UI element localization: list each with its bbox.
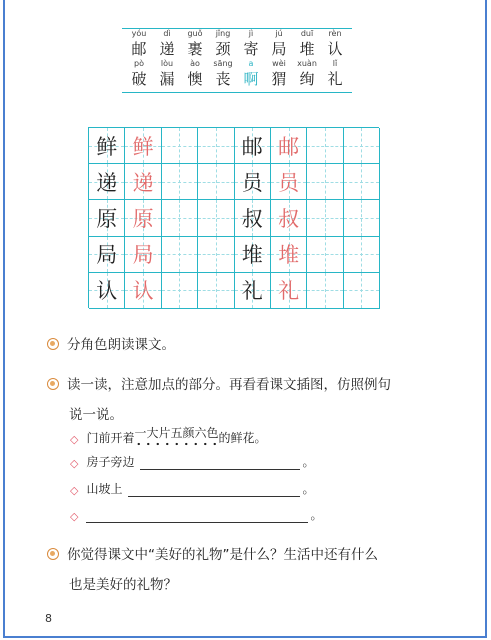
exercise-1 [47, 333, 175, 353]
grid-cell [271, 128, 307, 164]
grid-cell [344, 128, 380, 164]
vocab-word [128, 59, 150, 89]
example-suffix: 的鲜花。 [218, 431, 267, 445]
exercise-2 [47, 373, 391, 423]
grid-cell [271, 273, 307, 309]
hanzi: 局 [271, 40, 287, 58]
grid-cell [89, 164, 125, 200]
hanzi: 认 [327, 40, 343, 58]
grid-cell [198, 237, 234, 273]
grid-char-trace: 递 [132, 170, 154, 195]
hanzi: 绚 [299, 70, 315, 88]
exercise-bullet-icon [47, 378, 59, 390]
grid-cell [125, 237, 161, 273]
example-dotted-phrase: 一大片五颜六色 [134, 424, 218, 446]
vocab-bottom-line [122, 92, 352, 93]
vocab-row-1 [122, 29, 352, 59]
grid-cell [125, 164, 161, 200]
pinyin: yóu [131, 29, 147, 38]
sentence-4-blank[interactable] [86, 510, 308, 523]
hanzi: 漏 [159, 70, 175, 88]
vocab-word [296, 59, 318, 89]
vocab-word [128, 29, 150, 59]
sentence-3-prefix: 山坡上 [86, 482, 123, 496]
vocab-word [324, 29, 346, 59]
vocab-word [268, 29, 290, 59]
hanzi: 啊 [243, 70, 259, 88]
hanzi: 猬 [271, 70, 287, 88]
diamond-bullet-icon: ◇ [70, 484, 79, 497]
grid-cell [307, 164, 343, 200]
hanzi: 破 [131, 70, 147, 88]
hanzi: 裹 [187, 40, 203, 58]
grid-cell [198, 164, 234, 200]
grid-char-trace: 礼 [278, 279, 300, 304]
page-number: 8 [45, 612, 52, 625]
grid-cell [307, 273, 343, 309]
sentence-2 [70, 453, 315, 470]
vocab-word [156, 59, 178, 89]
grid-char-trace: 员 [278, 170, 300, 195]
diamond-bullet-icon: ◇ [70, 510, 79, 523]
exercise-bullet-icon [47, 338, 59, 350]
grid-cell [307, 200, 343, 236]
grid-cell [89, 200, 125, 236]
diamond-bullet-icon: ◇ [70, 457, 79, 470]
pinyin: jì [248, 29, 254, 38]
grid-cell [344, 237, 380, 273]
vocab-word [296, 29, 318, 59]
sentence-3 [70, 480, 315, 497]
pinyin: wèi [272, 59, 286, 68]
hanzi: 懊 [187, 70, 203, 88]
grid-char-model: 员 [241, 170, 263, 195]
grid-char-trace: 堆 [278, 243, 300, 268]
grid-char-model: 堆 [241, 243, 263, 268]
grid-cell [89, 273, 125, 309]
grid-cell [198, 128, 234, 164]
grid-char-model: 邮 [241, 134, 263, 159]
grid-char-model: 原 [96, 206, 118, 231]
hanzi: 丧 [215, 70, 231, 88]
grid-cell [162, 200, 198, 236]
hanzi: 礼 [327, 70, 343, 88]
sentence-2-prefix: 房子旁边 [86, 455, 135, 469]
pinyin: a [248, 59, 254, 68]
grid-cell [162, 164, 198, 200]
grid-char-model: 叔 [241, 206, 263, 231]
grid-cell [271, 237, 307, 273]
exercise-3-text-line2: 也是美好的礼物？ [69, 577, 177, 593]
grid-cell [235, 164, 271, 200]
grid-cell [89, 237, 125, 273]
grid-cell [198, 200, 234, 236]
vocab-word [240, 29, 262, 59]
exercise-3 [47, 543, 378, 593]
vocab-word [268, 59, 290, 89]
pinyin: xuàn [297, 59, 317, 68]
grid-cell [271, 164, 307, 200]
vocab-word [212, 59, 234, 89]
pinyin: rèn [328, 29, 342, 38]
vocab-word [184, 59, 206, 89]
hanzi: 寄 [243, 40, 259, 58]
grid-char-model: 认 [96, 279, 118, 304]
hanzi: 邮 [131, 40, 147, 58]
pinyin: lǐ [332, 59, 338, 68]
grid-char-trace: 鲜 [132, 134, 154, 159]
grid-char-trace: 局 [132, 243, 154, 268]
vocab-word [212, 29, 234, 59]
sentence-2-period: 。 [302, 455, 315, 469]
exercise-3-text-line1: 你觉得课文中“美好的礼物”是什么？生活中还有什么 [67, 547, 378, 563]
grid-cell [162, 128, 198, 164]
sentence-4-period: 。 [310, 508, 323, 522]
hanzi: 递 [159, 40, 175, 58]
grid-cell [125, 273, 161, 309]
grid-char-model: 礼 [241, 279, 263, 304]
grid-char-trace: 原 [132, 206, 154, 231]
grid-cell [125, 200, 161, 236]
pinyin: guǒ [187, 29, 203, 38]
grid-cell [307, 237, 343, 273]
hanzi: 堆 [299, 40, 315, 58]
vocab-word [324, 59, 346, 89]
grid-char-trace: 认 [132, 279, 154, 304]
vocabulary-box [122, 28, 352, 93]
vocab-word [184, 29, 206, 59]
hanzi: 颈 [215, 40, 231, 58]
exercise-bullet-icon [47, 548, 59, 560]
grid-cell [235, 273, 271, 309]
pinyin: jú [275, 29, 283, 38]
pinyin: sāng [213, 59, 233, 68]
exercise-2-text-line2: 说一说。 [69, 407, 123, 423]
writing-grid [88, 127, 379, 308]
vocab-word [156, 29, 178, 59]
pinyin: lòu [160, 59, 174, 68]
grid-char-model: 递 [96, 170, 118, 195]
grid-cell [235, 128, 271, 164]
grid-cell [307, 128, 343, 164]
pinyin: pò [134, 59, 144, 68]
pinyin: duī [300, 29, 314, 38]
grid-cell [235, 237, 271, 273]
grid-cell [162, 237, 198, 273]
vocab-word [240, 59, 262, 89]
diamond-bullet-icon: ◇ [70, 433, 79, 446]
grid-cell [271, 200, 307, 236]
grid-cell [344, 164, 380, 200]
pinyin: jǐng [215, 29, 231, 38]
grid-cell [125, 128, 161, 164]
pinyin: dì [163, 29, 171, 38]
exercise-2-text-line1: 读一读，注意加点的部分。再看看课文插图，仿照例句 [67, 377, 391, 393]
sentence-2-blank[interactable] [140, 457, 300, 470]
grid-char-trace: 邮 [278, 134, 300, 159]
grid-char-model: 局 [96, 243, 118, 268]
example-sentence [70, 424, 267, 446]
grid-cell [162, 273, 198, 309]
grid-cell [344, 200, 380, 236]
grid-cell [235, 200, 271, 236]
grid-char-model: 鲜 [96, 134, 118, 159]
vocab-row-2 [122, 59, 352, 89]
exercise-1-text: 分角色朗读课文。 [67, 337, 175, 353]
grid-cell [344, 273, 380, 309]
grid-cell [89, 128, 125, 164]
pinyin: ào [190, 59, 200, 68]
grid-char-trace: 叔 [278, 206, 300, 231]
sentence-3-period: 。 [302, 482, 315, 496]
grid-cell [198, 273, 234, 309]
sentence-4 [70, 506, 322, 523]
sentence-3-blank[interactable] [128, 484, 300, 497]
example-prefix: 门前开着 [86, 431, 135, 445]
